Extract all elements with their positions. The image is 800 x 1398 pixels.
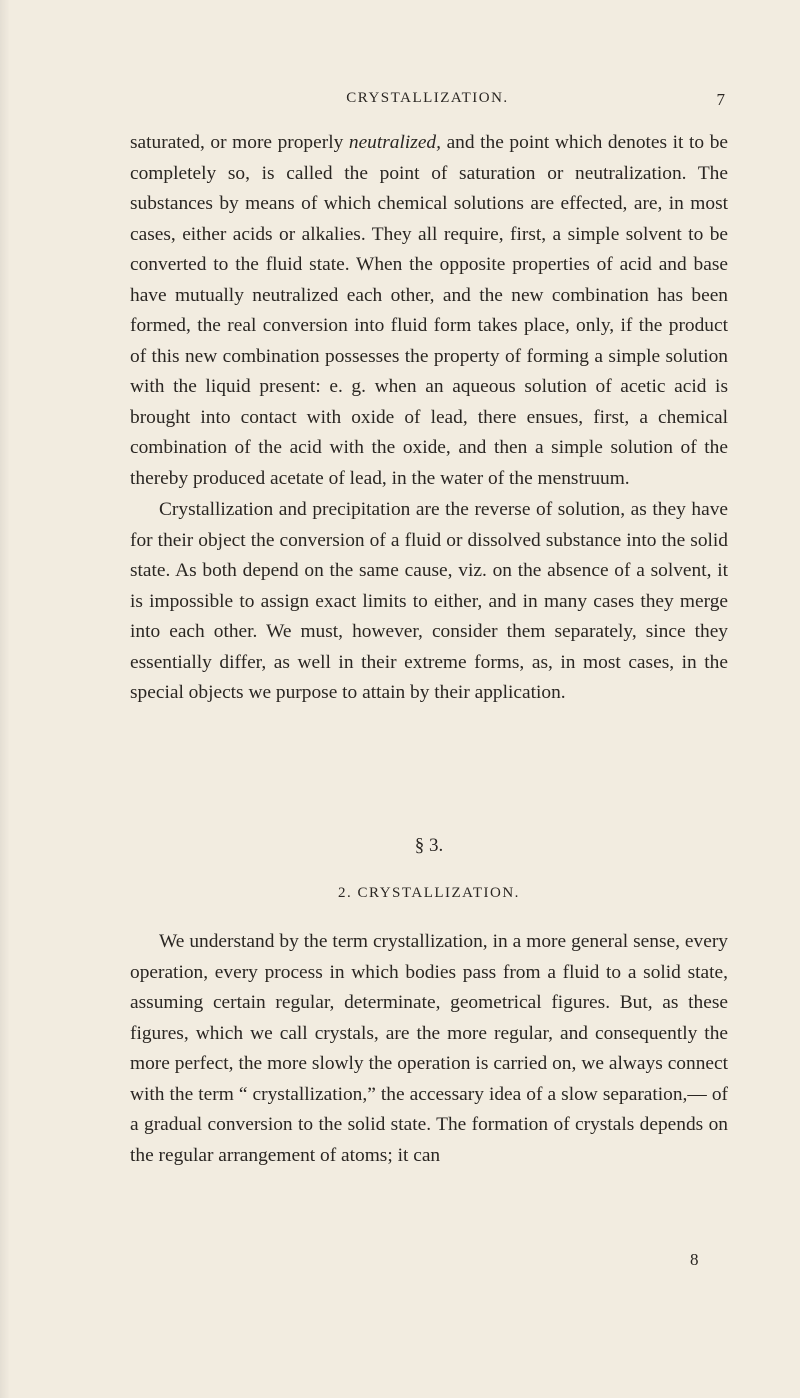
running-title: CRYSTALLIZATION.: [346, 90, 509, 106]
paragraph-1-italic-term: neutralized,: [348, 132, 441, 153]
paragraph-3-text: We understand by the term crystallization, in a more general sense, every operation, every process in which bodies pass from a fluid to a solid state, assuming certain regular, determinate, geometrical figures. But, as these figures, which we call crystals, are the more regular, and consequently the more perfect, the more slowly the operation is carried on, we always connect with the term “ crystallization,” the accessary idea of a slow separation,— of a gradual conversion to the solid state. The formation of crystals depends on the regular arrangement of atoms; it can: [130, 931, 728, 1166]
paragraph-1-start: saturated, or more properly: [130, 132, 349, 153]
paragraph-2-text: Crystallization and precipitation are the reverse of solution, as they have for their object the conversion of a fluid or dissolved substance into the solid state. As both depend on the same cause, viz. on the absence of a solvent, it is impossible to assign exact limits to either, and in many cases they merge into each other. We must, however, consider them separately, since they essentially differ, as well in their extreme forms, as, in most cases, in the special objects we purpose to attain by their application.: [130, 499, 728, 703]
running-head: [130, 90, 725, 114]
page-edge-shadow: [0, 0, 10, 1398]
paragraph-2: [130, 495, 728, 709]
paragraph-1-rest: and the point which denotes it to be completely so, is called the point of saturation or neutralization. The substances by means of which chemical solutions are effected, are, in most cases, either acids or alkalies. They all require, first, a simple solvent to be converted to the fluid state. When the opposite properties of acid and base have mutually neutralized each other, and the new combination has been formed, the real conversion into fluid form takes place, only, if the product of this new combination possesses the property of forming a simple solution with the liquid present: e. g. when an aqueous solution of acetic acid is brought into contact with oxide of lead, there ensues, first, a chemical combination of the acid with the oxide, and then a simple solution of the thereby produced acetate of lead, in the water of the menstruum.: [130, 132, 728, 489]
section-heading: 2. CRYSTALLIZATION.: [338, 885, 520, 901]
paragraph-1: [130, 128, 728, 494]
signature-mark: 8: [690, 1250, 699, 1269]
paragraph-3: [130, 927, 728, 1171]
section-number: § 3.: [414, 835, 444, 856]
page-number: 7: [716, 90, 725, 109]
